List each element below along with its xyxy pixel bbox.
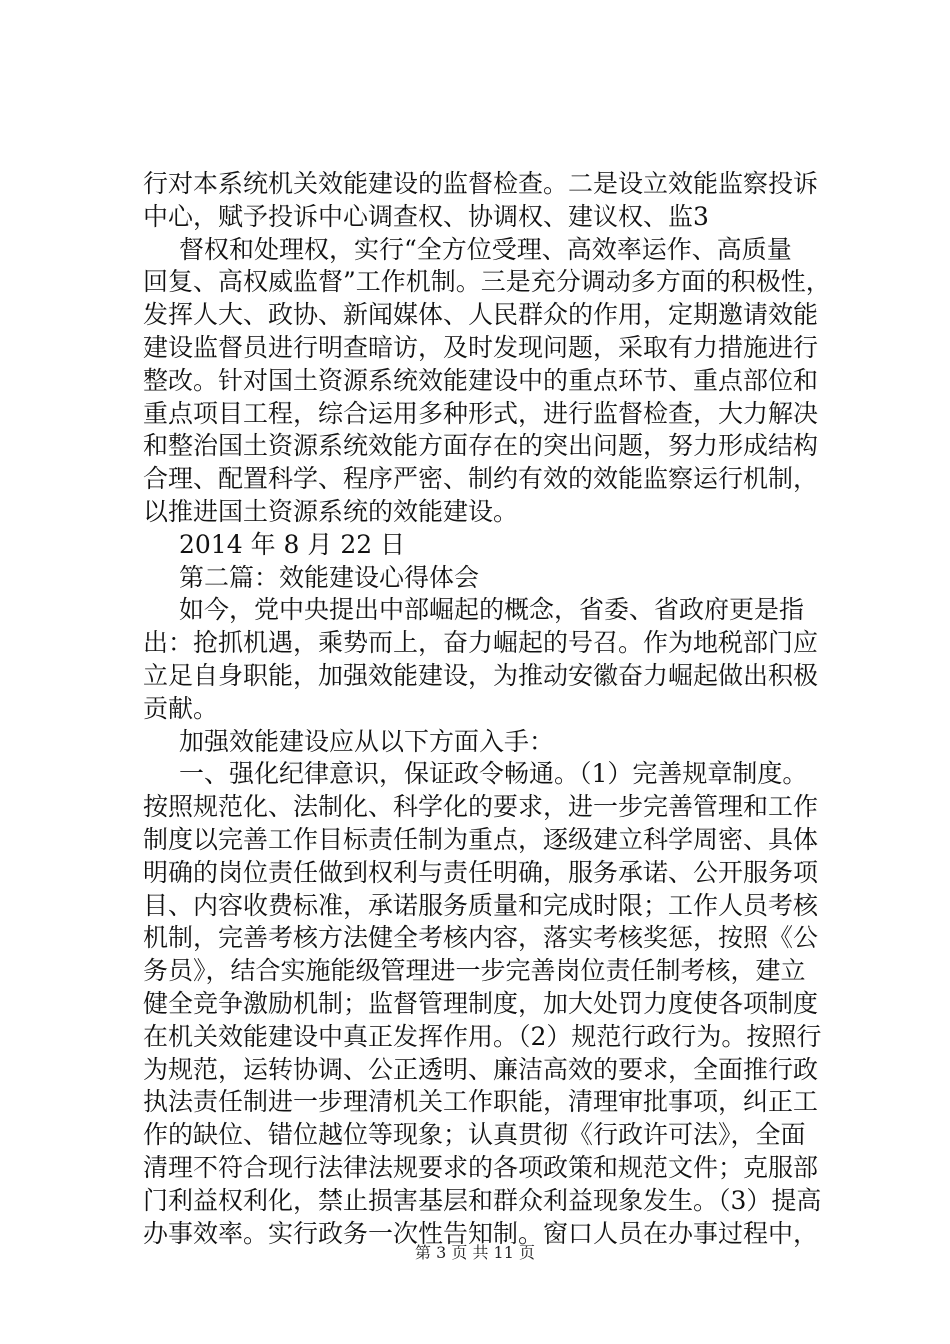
text-line: 加强效能建设应从以下方面入手： bbox=[179, 726, 555, 756]
text-line: 为规范，运转协调、公正透明、廉洁高效的要求，全面推行政 bbox=[143, 1054, 819, 1084]
text-line: 和整治国土资源系统效能方面存在的突出问题，努力形成结构 bbox=[143, 431, 819, 461]
text-line: 行对本系统机关效能建设的监督检查。二是设立效能监察投诉 bbox=[143, 169, 819, 198]
text-line: 合理、配置科学、程序严密、制约有效的效能监察运行机制， bbox=[143, 464, 819, 494]
text-line: 办事效率。实行政务一次性告知制。窗口人员在办事过程中， bbox=[143, 1218, 819, 1248]
text-line: 按照规范化、法制化、科学化的要求，进一步完善管理和工作 bbox=[143, 792, 819, 822]
document-body bbox=[143, 168, 843, 1250]
text-line: 制度以完善工作目标责任制为重点，逐级建立科学周密、具体 bbox=[143, 824, 819, 854]
text-line: 以推进国土资源系统的效能建设。 bbox=[143, 496, 519, 526]
text-line: 2014 年 8 月 22 日 bbox=[179, 529, 406, 559]
text-line: 一、强化纪律意识，保证政令畅通。（1）完善规章制度。 bbox=[179, 759, 808, 789]
text-line: 第二篇：效能建设心得体会 bbox=[179, 562, 480, 592]
text-line: 执法责任制进一步理清机关工作职能，清理审批事项，纠正工 bbox=[143, 1087, 819, 1117]
text-line: 建设监督员进行明查暗访，及时发现问题，采取有力措施进行 bbox=[143, 332, 819, 362]
text-line: 如今，党中央提出中部崛起的概念，省委、省政府更是指 bbox=[179, 595, 805, 625]
text-line: 督权和处理权，实行“全方位受理、高效率运作、高质量 bbox=[179, 234, 792, 264]
text-line: 务员》，结合实施能级管理进一步完善岗位责任制考核，建立 bbox=[143, 956, 806, 986]
text-line: 在机关效能建设中真正发挥作用。（2）规范行政行为。按照行 bbox=[143, 1021, 822, 1051]
text-line: 整改。针对国土资源系统效能建设中的重点环节、重点部位和 bbox=[143, 365, 819, 395]
text-line: 作的缺位、错位越位等现象；认真贯彻《行政许可法》，全面 bbox=[143, 1120, 806, 1150]
text-line: 门利益权利化，禁止损害基层和群众利益现象发生。（3）提高 bbox=[143, 1185, 822, 1215]
text-line: 中心，赋予投诉中心调查权、协调权、建议权、监3 bbox=[143, 201, 709, 231]
text-line: 贡献。 bbox=[143, 693, 219, 723]
page-footer: 第 3 页 共 11 页 bbox=[415, 1243, 535, 1262]
text-line: 健全竞争激励机制；监督管理制度，加大处罚力度使各项制度 bbox=[143, 988, 819, 1018]
text-line: 明确的岗位责任做到权利与责任明确，服务承诺、公开服务项 bbox=[143, 857, 819, 887]
text-line: 目、内容收费标准，承诺服务质量和完成时限；工作人员考核 bbox=[143, 890, 819, 920]
text-line: 发挥人大、政协、新闻媒体、人民群众的作用，定期邀请效能 bbox=[143, 300, 819, 330]
text-line: 清理不符合现行法律法规要求的各项政策和规范文件；克服部 bbox=[143, 1152, 819, 1182]
text-line: 出：抢抓机遇，乘势而上，奋力崛起的号召。作为地税部门应 bbox=[143, 628, 819, 658]
text-line: 机制，完善考核方法健全考核内容，落实考核奖惩，按照《公 bbox=[143, 923, 819, 953]
text-line: 重点项目工程，综合运用多种形式，进行监督检查，大力解决 bbox=[143, 398, 819, 428]
text-line: 立足自身职能，加强效能建设，为推动安徽奋力崛起做出积极 bbox=[143, 660, 819, 690]
text-line: 回复、高权威监督”工作机制。三是充分调动多方面的积极性， bbox=[143, 267, 831, 297]
